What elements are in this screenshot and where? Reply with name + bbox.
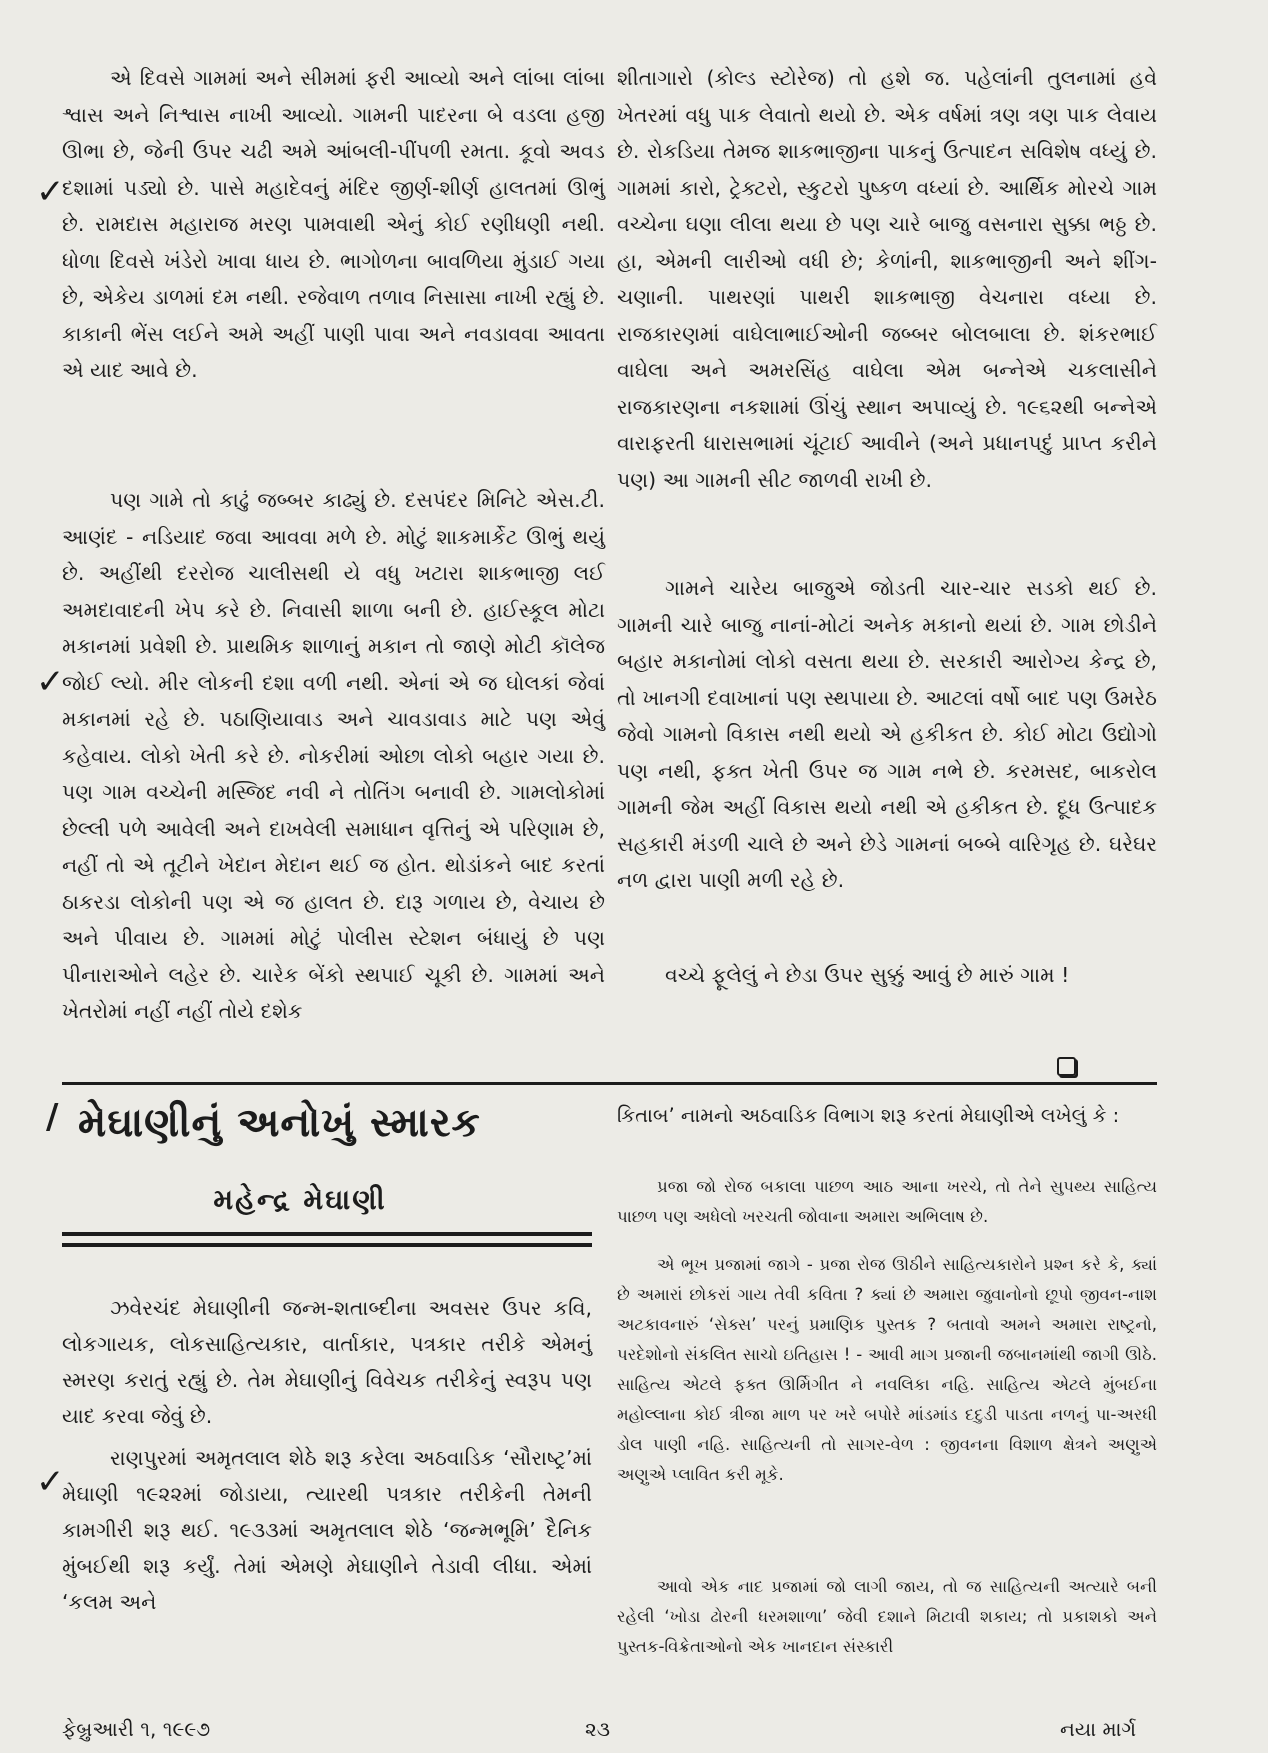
title-rule-bottom [62, 1243, 592, 1247]
article-author: મહેન્દ્ર મેઘાણી [213, 1183, 387, 1216]
upper-right-paragraph-1: શીતાગારો (કોલ્ડ સ્ટોરેજ) તો હશે જ. પહેલાંની તુલનામાં હવે ખેતરમાં વધુ પાક લેવાતો થયો છે. એક વર્ષમાં ત્રણ ત્રણ પાક લેવાય છે. રોકડિયા તેમજ શાકભાજીના પાકનું ઉત્પાદન સવિશેષ વધ્યું છે. ગામમાં કારો, ટ્રેક્ટરો, સ્કુટરો પુષ્કળ વધ્યાં છે. આર્થિક મોરચે ગામ વચ્ચેના ઘણા લીલા થયા છે પણ ચારે બાજુ વસનારા સુક્કા ભઠ્ઠ છે. હા, એમની લારીઓ વધી છે; કેળાંની, શાકભાજીની અને શીંગ-ચણાની. પાથરણાં પાથરી શાકભાજી વેચનારા વધ્યા છે. રાજકારણમાં વાઘેલાભાઈઓની જબ્બર બોલબાલા છે. શંકરભાઈ વાઘેલા અને અમરસિંહ વાઘેલા એમ બન્નેએ ચકલાસીને રાજકારણના નકશામાં ઊંચું સ્થાન અપાવ્યું છે. ૧૯૬૨થી બન્નેએ વારાફરતી ધારાસભામાં ચૂંટાઈ આવીને (અને પ્રધાનપદું પ્રાપ્ત કરીને પણ) આ ગામની સીટ જાળવી રાખી છે. [617, 66, 1157, 492]
quote-paragraph-1: પ્રજા જો રોજ બકાલા પાછળ આઠ આના ખરચે, તો તેને સુપથ્ય સાહિત્ય પાછળ પણ અધેલો ખરચતી જોવાના અમારા અભિલાષ છે. [617, 1177, 1157, 1226]
article-left-paragraph-2: રાણપુરમાં અમૃતલાલ શેઠે શરૂ કરેલા અઠવાડિક ‘સૌરાષ્ટ્ર’માં મેઘાણી ૧૯૨૨માં જોડાયા, ત્યારથી પત્રકાર તરીકેની તેમની કામગીરી શરૂ થઈ. ૧૯૩૩માં અમૃતલાલ શેઠે ‘જન્મભૂમિ’ દૈનિક મુંબઈથી શરૂ કર્યું. તેમાં એમણે મેઘાણીને તેડાવી લીધા. એમાં ‘કલમ અને [62, 1446, 592, 1614]
margin-pen-mark: ✓ [36, 662, 65, 702]
footer-date: ફેબ્રુઆરી ૧, ૧૯૯૭ [62, 1717, 211, 1741]
title-rule-top [62, 1232, 592, 1236]
footer-magazine-name: નયા માર્ગ [1060, 1717, 1137, 1741]
quote-paragraph-3: આવો એક નાદ પ્રજામાં જો લાગી જાય, તો જ સાહિત્યની અત્યારે બની રહેલી ‘ખોડા ઢોરની ધરમશાળા’ જેવી દશાને મિટાવી શકાય; તો પ્રકાશકો અને પુસ્તક-વિક્રેતાઓનો એક ખાનદાન સંસ્કારી [617, 1577, 1157, 1656]
article-left-paragraph-1: ઝવેરચંદ મેઘાણીની જન્મ-શતાબ્દીના અવસર ઉપર કવિ, લોકગાયક, લોકસાહિત્યકાર, વાર્તાકાર, પત્રકાર તરીકે એમનું સ્મરણ કરાતું રહ્યું છે. તેમ મેઘાણીનું વિવેચક તરીકેનું સ્વરૂપ પણ યાદ કરવા જેવું છે. [62, 1296, 592, 1428]
section-divider [62, 1082, 1157, 1085]
upper-left-paragraph-1: એ દિવસે ગામમાં અને સીમમાં ફરી આવ્યો અને લાંબા લાંબા શ્વાસ અને નિશ્વાસ નાખી આવ્યો. ગામની પાદરના બે વડલા હજી ઊભા છે, જેની ઉપર ચઢી અમે આંબલી-પીંપળી રમતા. કૂવો અવડ દશામાં પડ્યો છે. પાસે મહાદેવનું મંદિર જીર્ણ-શીર્ણ હાલતમાં ઊભું છે. રામદાસ મહારાજ મરણ પામવાથી એનું કોઈ રણીધણી નથી. ધોળા દિવસે ખંડેરો ખાવા ધાય છે. ભાગોળના બાવળિયા મુંડાઈ ગયા છે, એકેય ડાળમાં દમ નથી. રજેવાળ તળાવ નિસાસા નાખી રહ્યું છે. કાકાની ભેંસ લઈને અમે અહીં પાણી પાવા અને નવડાવવા આવતા એ યાદ આવે છે. [62, 66, 605, 382]
margin-pen-mark: ✓ [36, 1462, 65, 1502]
upper-left-paragraph-2: પણ ગામે તો કાઢું જબ્બર કાઢ્યું છે. દસપંદર મિનિટે એસ.ટી. આણંદ - નડિયાદ જવા આવવા મળે છે. મોટું શાકમાર્કેટ ઊભું થયું છે. અહીંથી દરરોજ ચાલીસથી યે વધુ ખટારા શાકભાજી લઈ અમદાવાદની ખેપ કરે છે. નિવાસી શાળા બની છે. હાઈસ્કૂલ મોટા મકાનમાં પ્રવેશી છે. પ્રાથમિક શાળાનું મકાન તો જાણે મોટી કૉલેજ જોઈ લ્યો. મીર લોકની દશા વળી નથી. એનાં એ જ ઘોલકાં જેવાં મકાનમાં રહે છે. પઠાણિયાવાડ અને ચાવડાવાડ માટે પણ એવું કહેવાય. લોકો ખેતી કરે છે. નોકરીમાં ઓછા લોકો બહાર ગયા છે. પણ ગામ વચ્ચેની મસ્જિદ નવી ને તોતિંગ બનાવી છે. ગામલોકોમાં છેલ્લી પળે આવેલી અને દાખવેલી સમાધાન વૃત્તિનું એ પરિણામ છે, નહીં તો એ તૂટીને ખેદાન મેદાન થઈ જ હોત. થોડાંકને બાદ કરતાં ઠાકરડા લોકોની પણ એ જ હાલત છે. દારૂ ગળાય છે, વેચાય છે અને પીવાય છે. ગામમાં મોટું પોલીસ સ્ટેશન બંધાયું છે પણ પીનારાઓને લહેર છે. ચારેક બેંકો સ્થપાઈ ચૂકી છે. ગામમાં અને ખેતરોમાં નહીં નહીં તોયે દશેક [62, 488, 605, 1023]
end-of-article-mark [1057, 1057, 1076, 1076]
upper-right-paragraph-3: વચ્ચે ફૂલેલું ને છેડા ઉપર સુક્કું આવું છે મારું ગામ ! [665, 963, 1070, 987]
margin-pen-mark: ✓ [36, 172, 65, 212]
upper-right-paragraph-2: ગામને ચારેય બાજુએ જોડતી ચાર-ચાર સડકો થઈ છે. ગામની ચારે બાજુ નાનાં-મોટાં અનેક મકાનો થયાં છે. ગામ છોડીને બહાર મકાનોમાં લોકો વસતા થયા છે. સરકારી આરોગ્ય કેન્દ્ર છે, તો ખાનગી દવાખાનાં પણ સ્થપાયા છે. આટલાં વર્ષો બાદ પણ ઉમરેઠ જેવો ગામનો વિકાસ નથી થયો એ હકીકત છે. કોઈ મોટા ઉદ્યોગો પણ નથી, ફક્ત ખેતી ઉપર જ ગામ નભે છે. કરમસદ, બાકરોલ ગામની જેમ અહીં વિકાસ થયો નથી એ હકીકત છે. દૂધ ઉત્પાદક સહકારી મંડળી ચાલે છે અને છેડે ગામનાં બબ્બે વારિગૃહ છે. ઘરેઘર નળ દ્વારા પાણી મળી રહે છે. [617, 576, 1157, 892]
article-right-intro: કિતાબ’ નામનો અઠવાડિક વિભાગ શરૂ કરતાં મેઘાણીએ લખેલું કે : [617, 1104, 1120, 1127]
margin-pen-mark: / [46, 1097, 59, 1137]
article-title: મેઘાણીનું અનોખું સ્મારક [78, 1100, 481, 1146]
footer-page-number: ૨૩ [585, 1717, 611, 1741]
quote-paragraph-2: એ ભૂખ પ્રજામાં જાગે - પ્રજા રોજ ઊઠીને સાહિત્યકારોને પ્રશ્ન કરે કે, ક્યાં છે અમારાં છોકરાં ગાય તેવી કવિતા ? ક્યાં છે અમારા જુવાનોનો છૂપો જીવન-નાશ અટકાવનારું ‘સેક્સ’ પરનું પ્રમાણિક પુસ્તક ? બતાવો અમને અમારા રાષ્ટ્રનો, પરદેશોનો સંકલિત સાચો ઇતિહાસ ! - આવી માગ પ્રજાની જબાનમાંથી જાગી ઊઠે. સાહિત્ય એટલે ફક્ત ઊર્મિગીત ને નવલિકા નહિ. સાહિત્ય એટલે મુંબઈના મહોલ્લાના કોઈ ત્રીજા માળ પર ખરે બપોરે માંડમાંડ દદુડી પાડતા નળનું પા-અરધી ડોલ પાણી નહિ. સાહિત્યની તો સાગર-વેળ : જીવનના વિશાળ ક્ષેત્રને અણુએ અણુએ પ્લાવિત કરી મૂકે. [617, 1255, 1157, 1484]
